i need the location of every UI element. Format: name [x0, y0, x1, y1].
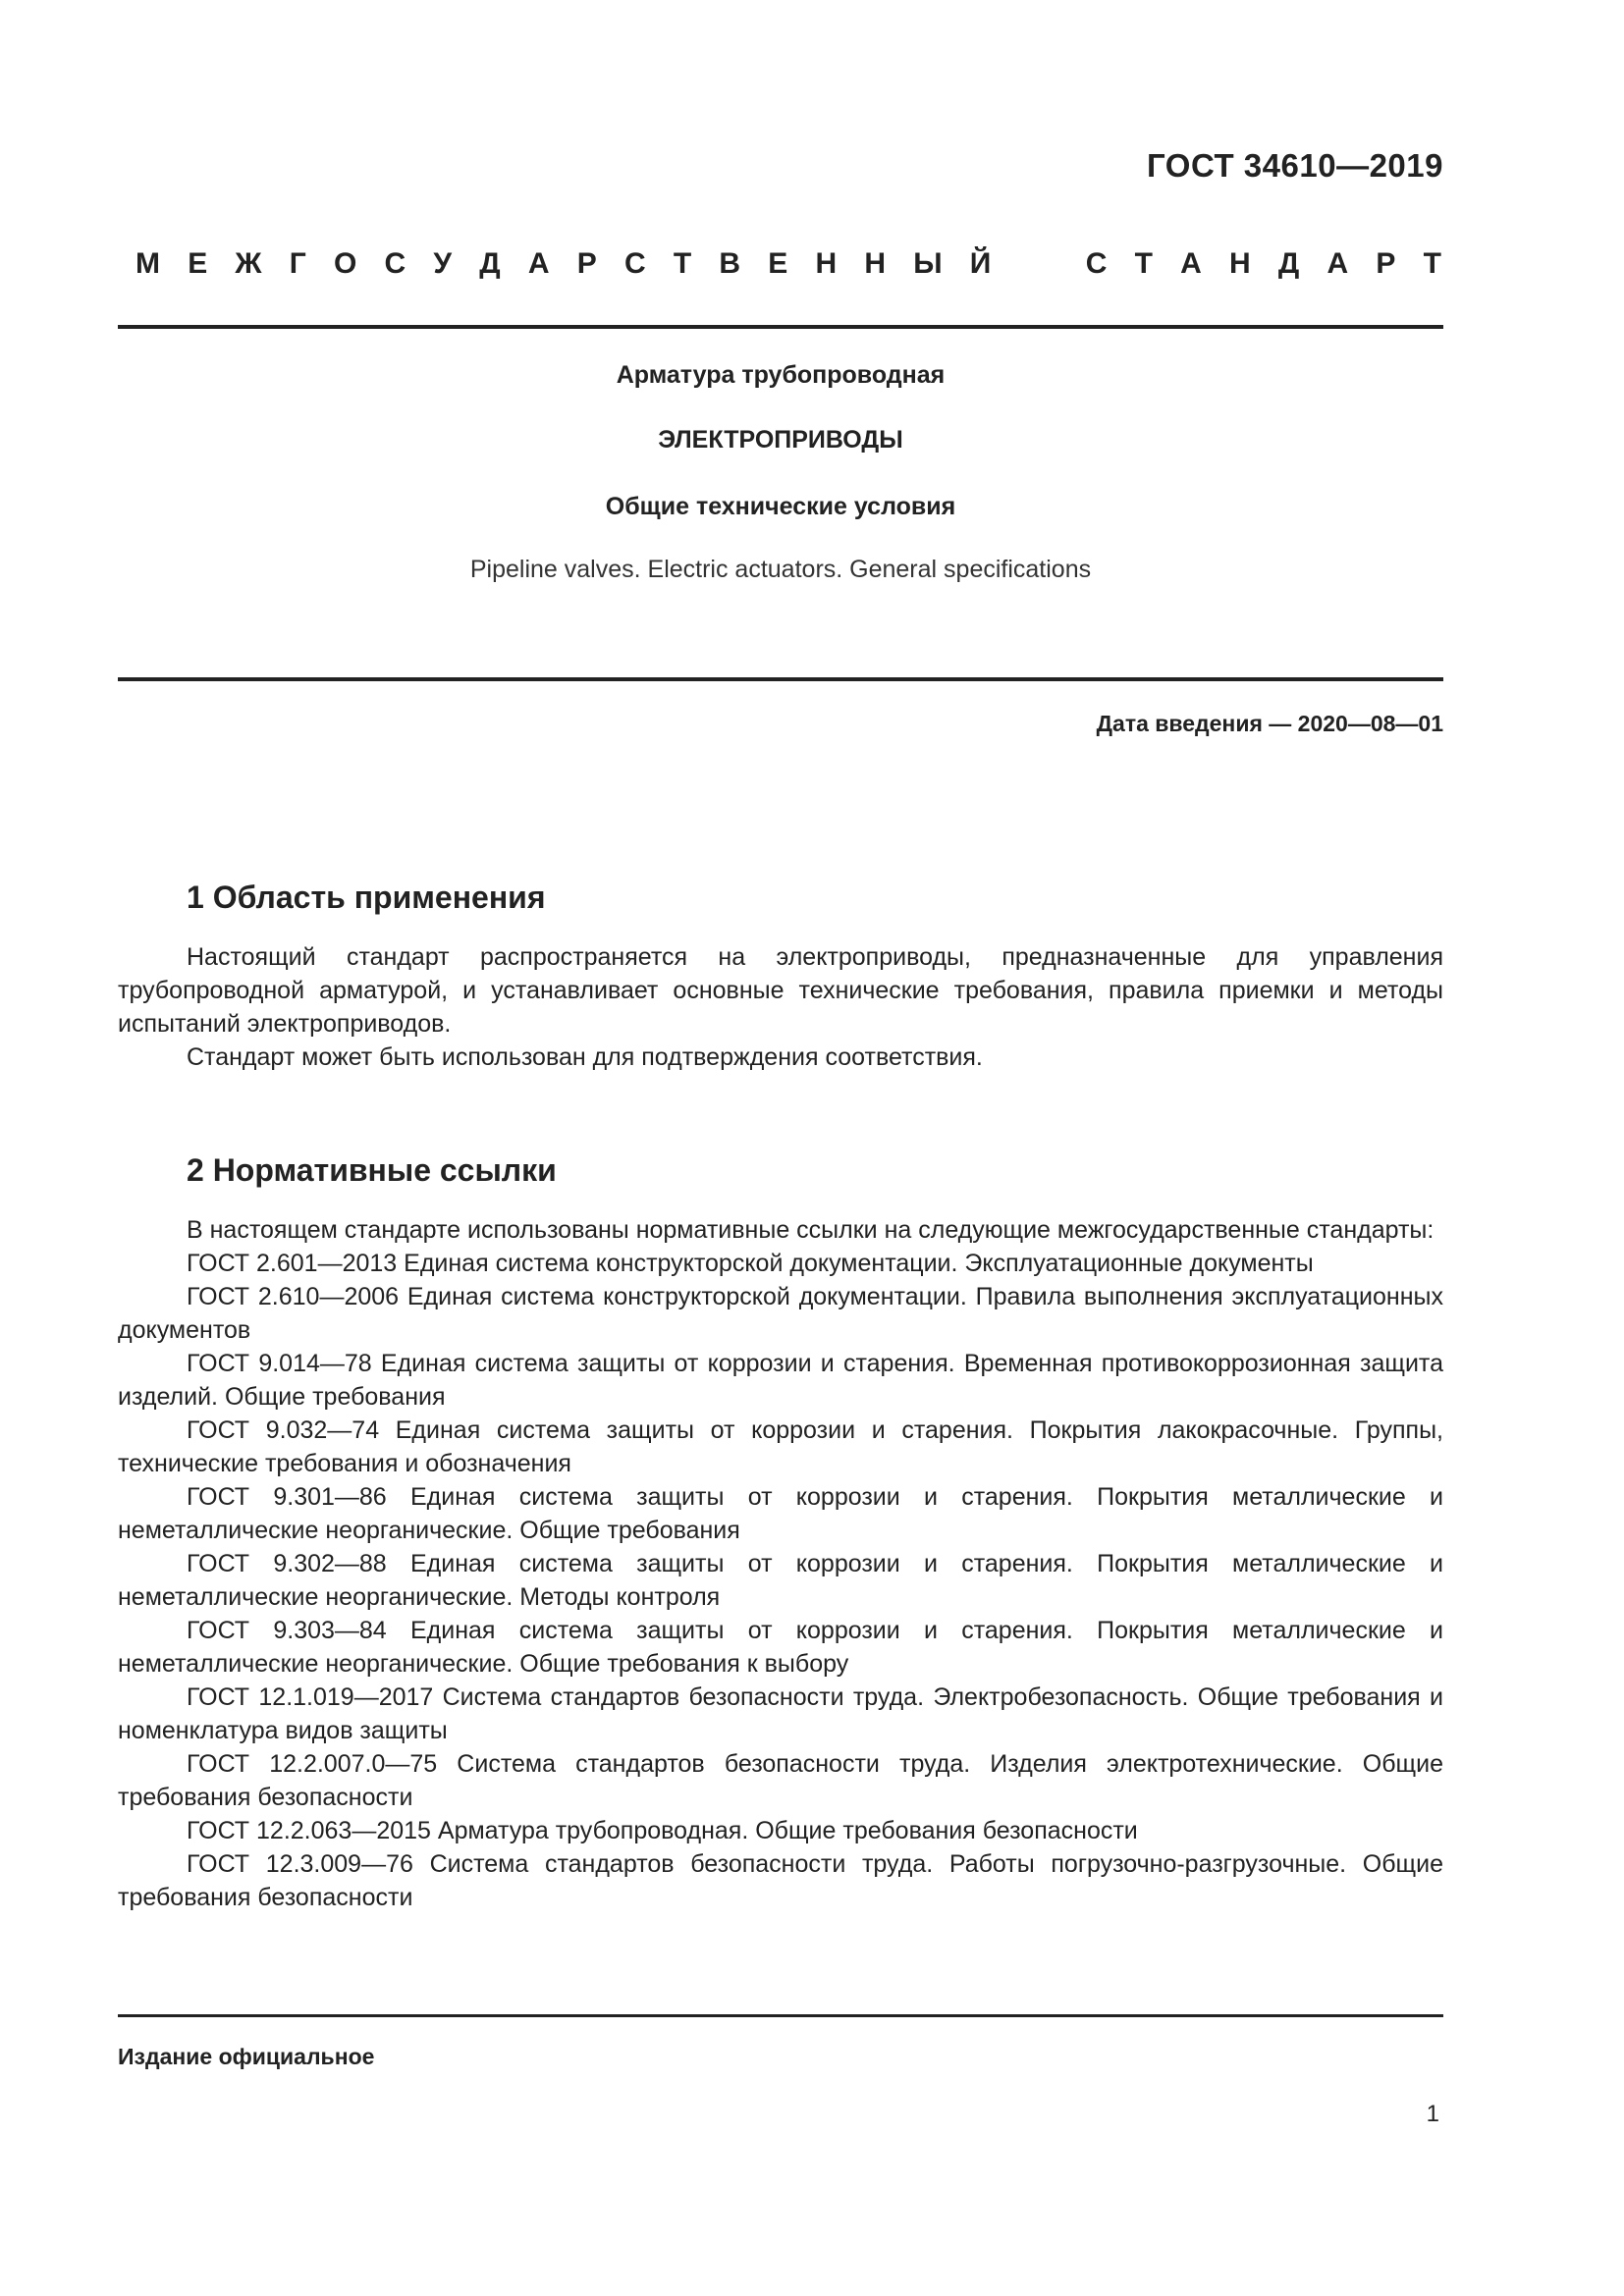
- top-rule: [118, 325, 1443, 329]
- heading-letter: Д: [1277, 247, 1300, 280]
- title-subject: Арматура трубопроводная: [616, 361, 946, 389]
- heading-letter: А: [1326, 247, 1349, 280]
- section-1-paragraph: Настоящий стандарт распространяется на электроприводы, предназначенные для управления трубопроводной арматурой, и устанавливает основные технические требования, правила приемки и методы испытаний электроприводов.: [118, 943, 1443, 1038]
- footer-rule: [118, 2014, 1443, 2017]
- heading-letter: Н: [1229, 247, 1251, 280]
- heading-letter: С: [384, 247, 406, 280]
- heading-letter: Т: [1134, 247, 1153, 280]
- heading-letter: Р: [1376, 247, 1396, 280]
- heading-letter: Т: [1423, 247, 1441, 280]
- normative-reference: ГОСТ 9.303—84 Единая система защиты от коррозии и старения. Покрытия металлические и неметаллические неорганические. Общие требования к выбору: [118, 1617, 1443, 1678]
- heading-letter: Е: [768, 247, 788, 280]
- document-number: ГОСТ 34610—2019: [1147, 147, 1443, 184]
- heading-letter: С: [623, 247, 646, 280]
- heading-letter: Ы: [913, 247, 943, 280]
- normative-reference: ГОСТ 12.3.009—76 Система стандартов безопасности труда. Работы погрузочно-разгрузочные. Общие требования безопасности: [118, 1850, 1443, 1911]
- normative-reference: ГОСТ 9.032—74 Единая система защиты от коррозии и старения. Покрытия лакокрасочные. Группы, технические требования и обозначения: [118, 1416, 1443, 1477]
- normative-reference: ГОСТ 12.2.063—2015 Арматура трубопроводная. Общие требования безопасности: [187, 1817, 1138, 1844]
- letter-gap: [1019, 247, 1058, 281]
- normative-reference: ГОСТ 9.014—78 Единая система защиты от коррозии и старения. Временная противокоррозионная защита изделий. Общие требования: [118, 1350, 1443, 1411]
- standard-type-heading: [135, 247, 1441, 281]
- heading-letter: Е: [188, 247, 208, 280]
- normative-reference: ГОСТ 9.301—86 Единая система защиты от коррозии и старения. Покрытия металлические и неметаллические неорганические. Общие требования: [118, 1483, 1443, 1544]
- heading-letter: Н: [864, 247, 886, 280]
- heading-letter: В: [719, 247, 741, 280]
- title-main: ЭЛЕКТРОПРИВОДЫ: [658, 426, 903, 454]
- heading-letter: Г: [289, 247, 306, 280]
- title-english: Pipeline valves. Electric actuators. General specifications: [469, 556, 1092, 583]
- heading-letter: Ж: [235, 247, 262, 280]
- normative-reference: ГОСТ 12.2.007.0—75 Система стандартов безопасности труда. Изделия электротехнические. Общие требования безопасности: [118, 1750, 1443, 1811]
- heading-letter: С: [1085, 247, 1108, 280]
- section-1-heading: 1 Область применения: [187, 880, 546, 915]
- heading-letter: Д: [479, 247, 501, 280]
- heading-letter: Т: [673, 247, 692, 280]
- heading-letter: О: [333, 247, 357, 280]
- normative-reference: ГОСТ 12.1.019—2017 Система стандартов безопасности труда. Электробезопасность. Общие требования и номенклатура видов защиты: [118, 1683, 1443, 1744]
- normative-reference: ГОСТ 2.601—2013 Единая система конструкторской документации. Эксплуатационные документы: [187, 1250, 1314, 1277]
- heading-letter: А: [1180, 247, 1202, 280]
- page-number: 1: [1426, 2101, 1439, 2127]
- intro-date: Дата введения — 2020—08—01: [1096, 711, 1443, 736]
- official-edition-label: Издание официальное: [118, 2044, 375, 2069]
- normative-reference: ГОСТ 9.302—88 Единая система защиты от коррозии и старения. Покрытия металлические и неметаллические неорганические. Методы контроля: [118, 1550, 1443, 1611]
- heading-letter: М: [135, 247, 160, 280]
- section-1-paragraph: Стандарт может быть использован для подтверждения соответствия.: [187, 1043, 983, 1071]
- section-2-intro: В настоящем стандарте использованы нормативные ссылки на следующие межгосударственные стандарты:: [187, 1216, 1435, 1244]
- section-2-body: [118, 1213, 1443, 1914]
- heading-letter: Н: [815, 247, 838, 280]
- heading-letter: Й: [969, 247, 992, 280]
- heading-letter: Р: [576, 247, 597, 280]
- section-2-heading: 2 Нормативные ссылки: [187, 1152, 557, 1188]
- section-1-body: [118, 940, 1443, 1074]
- heading-letter: А: [527, 247, 550, 280]
- title-bottom-rule: [118, 677, 1443, 681]
- heading-letter: У: [433, 247, 453, 280]
- title-subtitle: Общие технические условия: [605, 493, 956, 520]
- normative-reference: ГОСТ 2.610—2006 Единая система конструкторской документации. Правила выполнения эксплуатационных документов: [118, 1283, 1443, 1344]
